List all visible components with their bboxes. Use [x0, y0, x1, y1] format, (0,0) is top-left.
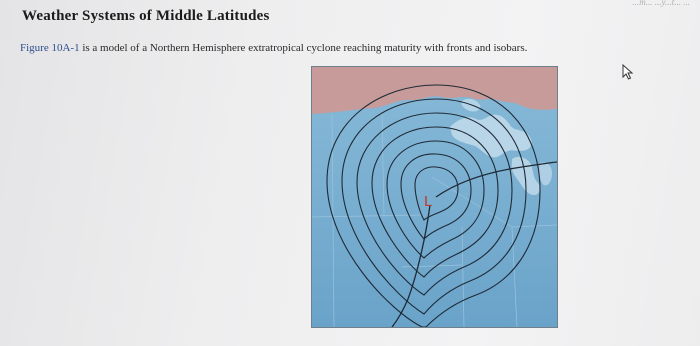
cyclone-model-figure: [311, 66, 558, 328]
low-pressure-label: L: [424, 193, 433, 210]
top-hint: ...m... ...y...t... ...: [632, 0, 690, 7]
figure-reference-link[interactable]: Figure 10A-1: [20, 42, 80, 54]
figure-caption: [20, 42, 527, 54]
figure-caption-text: is a model of a Northern Hemisphere extratropical cyclone reaching maturity with fronts and isobars.: [79, 42, 528, 54]
mouse-pointer-icon: [622, 64, 634, 80]
page-title: Weather Systems of Middle Latitudes: [22, 8, 270, 24]
cyclone-map-svg: [312, 67, 557, 327]
